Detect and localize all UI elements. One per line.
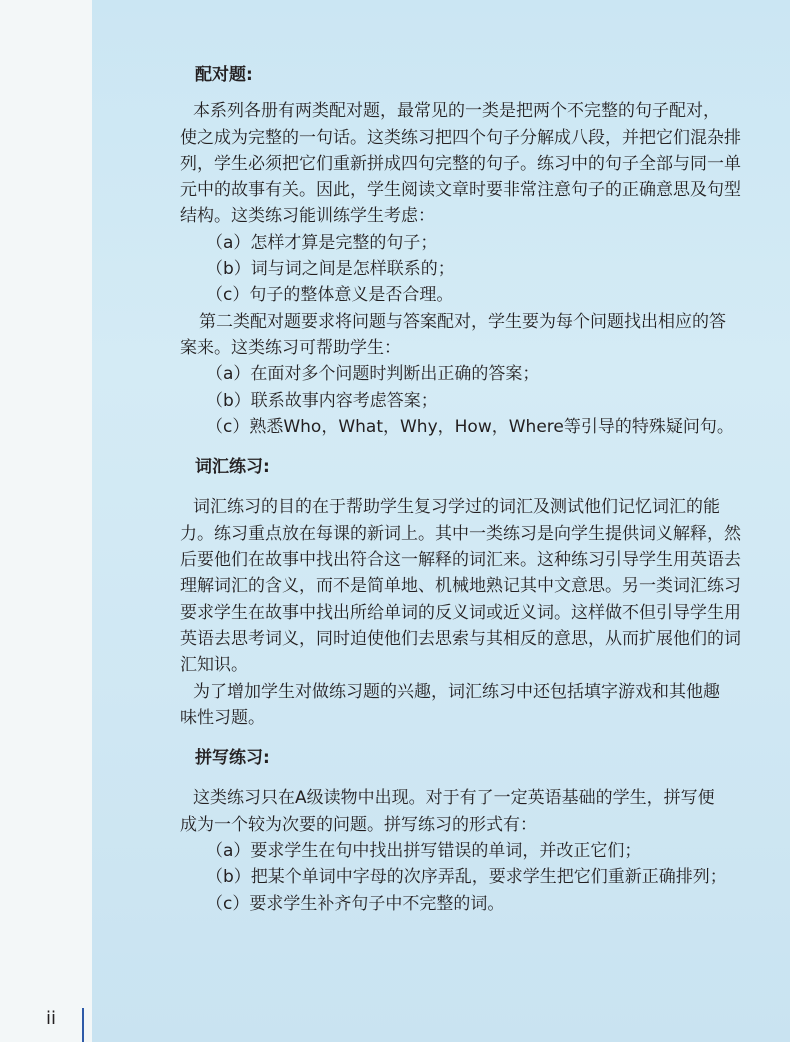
list-item: （b）词与词之间是怎样联系的； [206,259,455,280]
list-item: （a）要求学生在句中找出拼写错误的单词，并改正它们； [206,841,642,862]
list-item: （a）在面对多个问题时判断出正确的答案； [206,364,540,385]
paragraph-line: 汇知识。 [180,655,248,676]
paragraph-line: 案来。这类练习可帮助学生： [180,337,401,358]
document-body [180,62,753,917]
paragraph-line: 英语去思考词义，同时迫使他们去思索与其相反的意思，从而扩展他们的词 [180,628,741,649]
paragraph-line: 理解词汇的含义，而不是简单地、机械地熟记其中文意思。另一类词汇练习 [180,576,741,597]
paragraph-line: 结构。这类练习能训练学生考虑： [180,206,435,227]
section-heading-spelling: 拼写练习: [195,748,270,769]
paragraph-line: 味性习题。 [180,707,265,728]
section-heading-vocabulary: 词汇练习: [195,457,270,478]
paragraph-line: 词汇练习的目的在于帮助学生复习学过的词汇及测试他们记忆词汇的能 [193,497,720,518]
list-item: （b）联系故事内容考虑答案； [206,390,438,411]
paragraph-line: 列，学生必须把它们重新拼成四句完整的句子。练习中的句子全部与同一单 [180,153,741,174]
paragraph-line: 力。练习重点放在每课的新词上。其中一类练习是向学生提供词义解释，然 [180,523,741,544]
page-number: ii [46,1008,57,1029]
paragraph-line: 使之成为完整的一句话。这类练习把四个句子分解成八段，并把它们混杂排 [180,127,741,148]
paragraph-line: 元中的故事有关。因此，学生阅读文章时要非常注意句子的正确意思及句型 [180,180,741,201]
paragraph-line: 第二类配对题要求将问题与答案配对，学生要为每个问题找出相应的答 [199,311,726,332]
page-number-rule [82,1008,84,1042]
page-margin [0,0,92,1042]
paragraph-line: 后要他们在故事中找出符合这一解释的词汇来。这种练习引导学生用英语去 [180,550,741,571]
list-item: （c）要求学生补齐句子中不完整的词。 [206,893,505,914]
paragraph-line: 要求学生在故事中找出所给单词的反义词或近义词。这样做不但引导学生用 [180,602,741,623]
list-item: （c）句子的整体意义是否合理。 [206,285,454,306]
paragraph-line: 成为一个较为次要的问题。拼写练习的形式有： [180,814,537,835]
paragraph-line: 本系列各册有两类配对题，最常见的一类是把两个不完整的句子配对， [193,101,720,122]
list-item: （c）熟悉Who，What，Why，How，Where等引导的特殊疑问句。 [206,416,734,437]
list-item: （a）怎样才算是完整的句子； [206,232,438,253]
list-item: （b）把某个单词中字母的次序弄乱，要求学生把它们重新正确排列； [206,867,727,888]
paragraph-line: 这类练习只在A级读物中出现。对于有了一定英语基础的学生，拼写便 [193,788,715,809]
paragraph-line: 为了增加学生对做练习题的兴趣，词汇练习中还包括填字游戏和其他趣 [193,681,720,702]
section-heading-matching: 配对题: [195,65,253,85]
